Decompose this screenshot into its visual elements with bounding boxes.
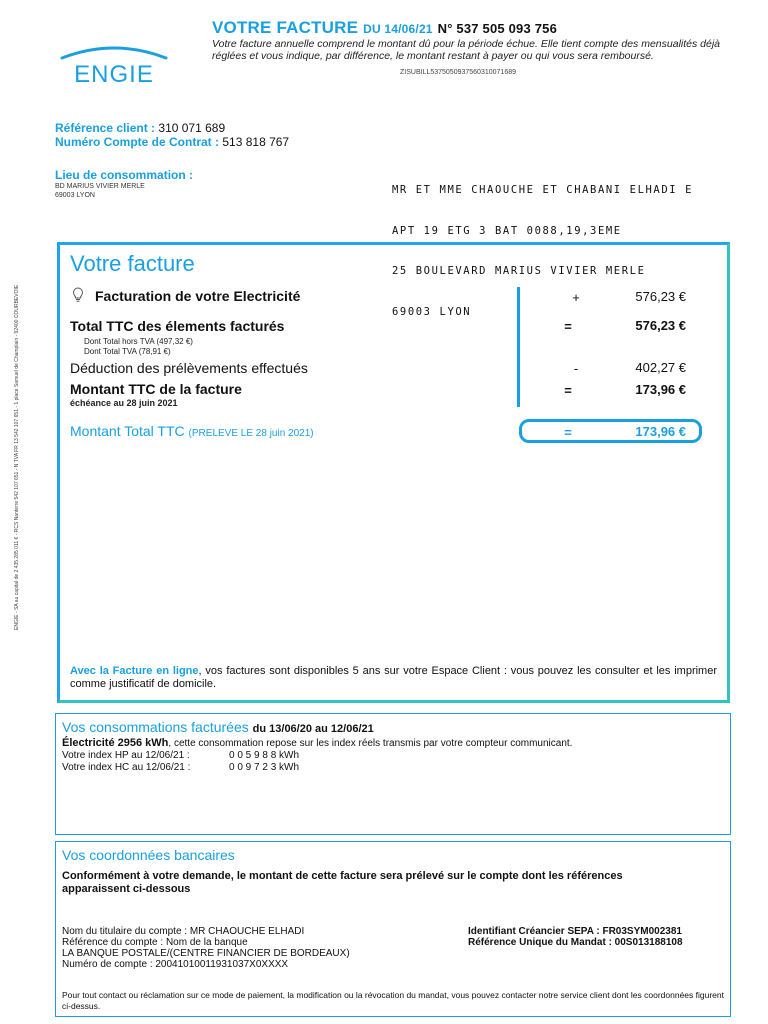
consumption-title-text: Vos consommations facturées [62, 719, 249, 735]
sepa-creditor-id: Identifiant Créancier SEPA : FR03SYM002381 [468, 926, 682, 937]
invoice-amount-value: 173,96 € [635, 382, 686, 397]
electricity-billing-label: Facturation de votre Electricité [95, 288, 301, 304]
total-billed-amount: 576,23 € [635, 318, 686, 333]
bank-account-info [62, 926, 350, 970]
hc-index-value: 0 0 9 7 2 3 kWh [229, 762, 300, 773]
mandate-reference: Référence Unique du Mandat : 00S013188108 [468, 937, 683, 948]
invoice-amount-label: Montant TTC de la facture [70, 381, 242, 397]
total-due-label: Montant Total TTC [70, 423, 185, 439]
invoice-description: Votre facture annuelle comprend le montant dû pour la période échue. Elle tient compte des mensualités déjà réglées et vous indique, par différence, le montant restant à payer ou qui vous sera remboursé. [212, 38, 721, 62]
consumption-site-address [55, 182, 145, 200]
invoice-summary-title: Votre facture [70, 251, 195, 276]
mailing-address-line: 25 BOULEVARD MARIUS VIVIER MERLE [392, 265, 646, 277]
electricity-consumption [62, 737, 572, 749]
account-number: Numéro de compte : 20041010011931037X0XXXX [62, 959, 289, 970]
consumption-site-label: Lieu de consommation : [55, 168, 194, 182]
site-address-line: BD MARIUS VIVIER MERLE [55, 183, 145, 190]
invoice-title: VOTRE FACTURE [212, 18, 359, 37]
lightbulb-icon [72, 287, 84, 303]
invoice-barcode-text: ZISUBILL5375050937560310071689 [400, 69, 516, 76]
mailing-address-line: MR ET MME CHAOUCHE ET CHABANI ELHADI E [392, 184, 694, 196]
online-invoice-text: , vos factures sont disponibles 5 ans sur votre Espace Client : vous pouvez les consulter et les imprimer comme justificatif de domicile. [70, 665, 718, 690]
online-invoice-link: Avec la Facture en ligne [70, 665, 199, 677]
electricity-total: Électricité 2956 kWh [62, 737, 169, 749]
invoice-header-title [212, 18, 557, 38]
electricity-billing-sign: + [572, 290, 580, 305]
total-due-amount: 173,96 € [635, 424, 686, 439]
site-address-line: 69003 LYON [55, 192, 95, 199]
hp-index-label: Votre index HP au 12/06/21 : [62, 750, 190, 761]
total-excl-tax: Dont Total hors TVA (497,32 €) [84, 337, 193, 346]
total-vat: Dont Total TVA (78,91 €) [84, 347, 171, 356]
account-reference: Référence du compte : Nom de la banque [62, 937, 248, 948]
client-reference [55, 121, 225, 135]
tax-breakdown [84, 337, 193, 357]
total-billed-label: Total TTC des élements facturés [70, 318, 285, 334]
mailing-address-line: APT 19 ETG 3 BAT 0088,19,3EME [392, 224, 622, 237]
deduction-sign: - [573, 361, 579, 376]
contract-number [55, 135, 289, 149]
bank-contact-note: Pour tout contact ou réclamation sur ce mode de paiement, la modification ou la révocation du mandat, vous pouvez contacter notre service client dont les coordonnées figurent ci-dessus. [62, 990, 724, 1011]
total-due-sign: = [564, 425, 572, 440]
client-reference-value: 310 071 689 [158, 121, 226, 135]
invoice-summary-box [57, 242, 730, 703]
bank-details-title: Vos coordonnées bancaires [62, 847, 235, 863]
deduction-amount: 402,27 € [635, 360, 686, 375]
invoice-number: N° 537 505 093 756 [437, 21, 558, 36]
contract-number-value: 513 818 767 [222, 135, 290, 149]
total-due-note: (PRELEVE LE 28 juin 2021) [188, 428, 314, 439]
hp-index-value: 0 0 5 9 8 8 kWh [229, 750, 300, 761]
summary-divider [517, 287, 520, 407]
electricity-billing-amount: 576,23 € [635, 289, 686, 304]
mailing-address-line: 69003 LYON [392, 305, 472, 318]
consumption-title [62, 719, 374, 735]
sepa-info [468, 926, 683, 948]
total-billed-sign: = [564, 319, 572, 334]
deduction-label: Déduction des prélèvements effectués [70, 360, 308, 376]
engie-logo-text: ENGIE [74, 61, 154, 88]
due-date: échéance au 28 juin 2021 [70, 398, 178, 408]
electricity-note: , cette consommation repose sur les index réels transmis par votre compteur communicant. [168, 738, 573, 749]
total-due [70, 423, 314, 439]
engie-logo [58, 44, 170, 88]
bank-name: LA BANQUE POSTALE/(CENTRE FINANCIER DE BORDEAUX) [62, 948, 350, 959]
invoice-date: DU 14/06/21 [363, 22, 433, 36]
account-holder: Nom du titulaire du compte : MR CHAOUCHE ELHADI [62, 926, 305, 937]
contract-number-label: Numéro Compte de Contrat : [55, 135, 220, 149]
bank-details-intro: Conformément à votre demande, le montant de cette facture sera prélevé sur le compte dont les références apparaissent ci-dessous [62, 870, 623, 895]
client-reference-label: Référence client : [55, 121, 156, 135]
online-invoice-notice [70, 665, 717, 691]
consumption-period: du 13/06/20 au 12/06/21 [252, 723, 374, 735]
side-legal-text: ENGIE - SA au capital de 2 435 285 011 € - RCS Nanterre 542 107 651 - N TVA FR 13 542 107 651 - 1 place Samuel de Champlain - 92400 COURBEVOIE [14, 284, 20, 630]
invoice-amount-sign: = [564, 383, 572, 398]
hc-index-label: Votre index HC au 12/06/21 : [62, 762, 191, 773]
